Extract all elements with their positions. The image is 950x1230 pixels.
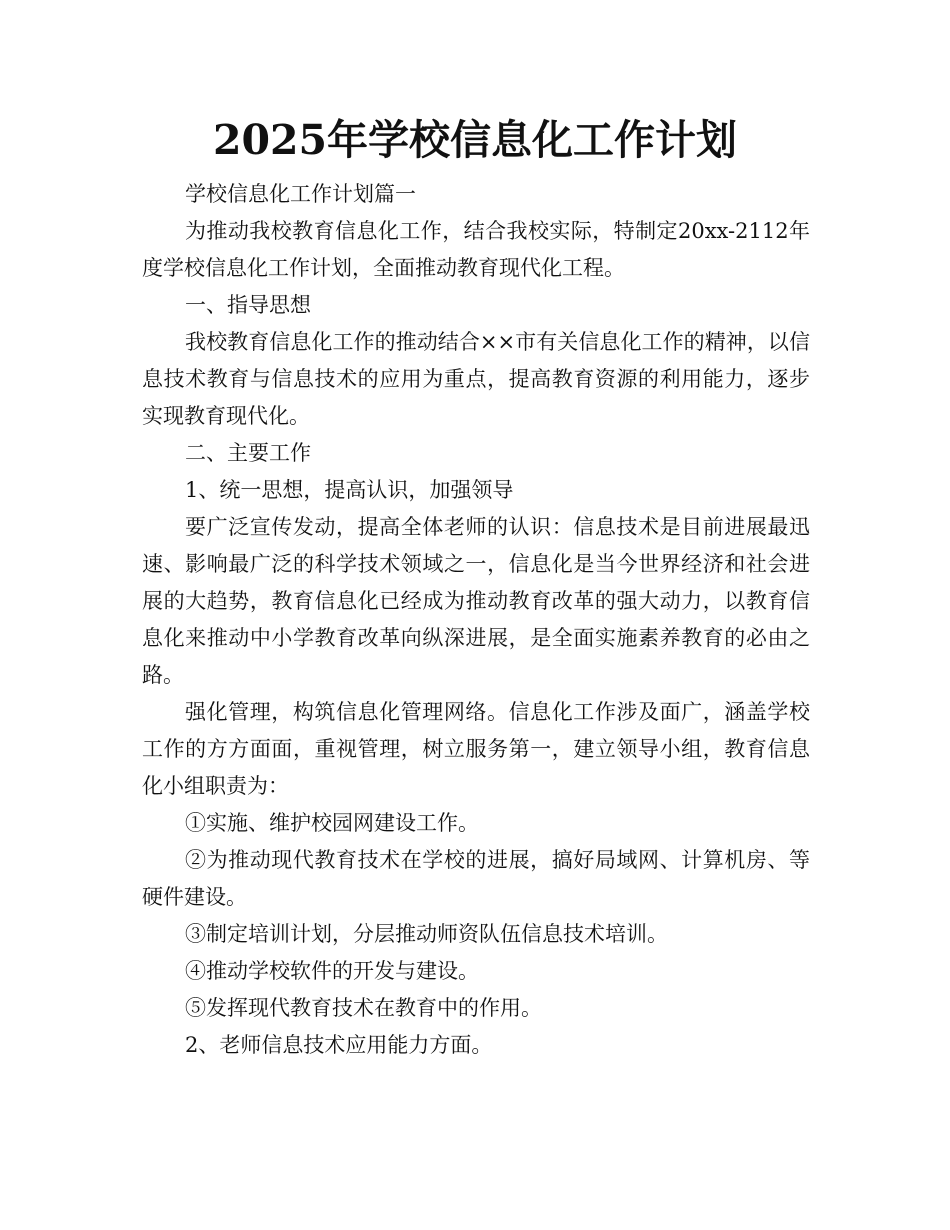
paragraph-management: 强化管理，构筑信息化管理网络。信息化工作涉及面广，涵盖学校工作的方方面面，重视管理，树立服务第一，建立领导小组，教育信息化小组职责为： <box>142 700 810 798</box>
list-item-3: ③制定培训计划，分层推动师资队伍信息技术培训。 <box>185 922 668 946</box>
heading-main-work: 二、主要工作 <box>185 441 311 465</box>
list-item-4: ④推动学校软件的开发与建设。 <box>185 959 479 983</box>
document-title: 2025年学校信息化工作计划 <box>212 116 738 164</box>
paragraph-guiding-thought: 我校教育信息化工作的推动结合××市有关信息化工作的精神，以信息技术教育与信息技术的应用为重点，提高教育资源的利用能力，逐步实现教育现代化。 <box>142 330 810 428</box>
paragraph-section-heading: 学校信息化工作计划篇一 <box>185 182 416 206</box>
list-item-2: ②为推动现代教育技术在学校的进展，搞好局域网、计算机房、等硬件建设。 <box>142 848 810 909</box>
subheading-teacher-ability: 2、老师信息技术应用能力方面。 <box>185 1033 493 1057</box>
paragraph-intro: 为推动我校教育信息化工作，结合我校实际，特制定20xx-2112年度学校信息化工作计划，全面推动教育现代化工程。 <box>142 219 810 280</box>
list-item-1: ①实施、维护校园网建设工作。 <box>185 811 479 835</box>
list-item-5: ⑤发挥现代教育技术在教育中的作用。 <box>185 996 542 1020</box>
document-body <box>142 176 810 1064</box>
paragraph-publicity: 要广泛宣传发动，提高全体老师的认识：信息技术是目前进展最迅速、影响最广泛的科学技术领域之一，信息化是当今世界经济和社会进展的大趋势，教育信息化已经成为推动教育改革的强大动力，以教育信息化来推动中小学教育改革向纵深进展，是全面实施素养教育的必由之路。 <box>142 515 810 687</box>
subheading-unify-thought: 1、统一思想，提高认识，加强领导 <box>185 478 514 502</box>
heading-guiding-thought: 一、指导思想 <box>185 293 311 317</box>
